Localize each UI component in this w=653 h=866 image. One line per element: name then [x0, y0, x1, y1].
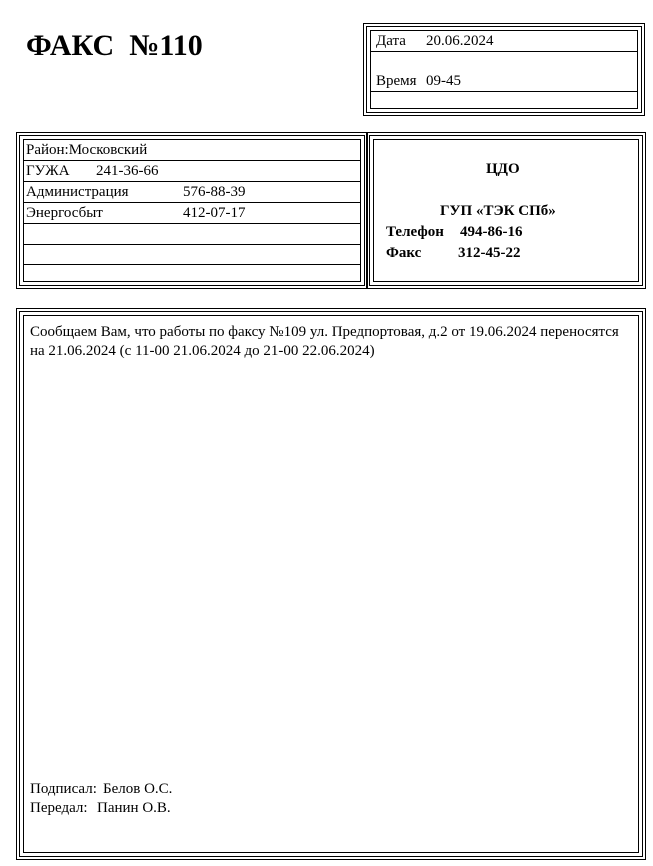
district-box [16, 132, 368, 289]
contact-row [24, 203, 360, 224]
signed-name: Белов О.С. [103, 781, 173, 797]
district-inner [23, 139, 361, 282]
contact-row [24, 161, 360, 182]
sent-name: Панин О.В. [97, 800, 171, 816]
department-name: ЦДО [486, 161, 520, 177]
date-value: 20.06.2024 [426, 33, 494, 49]
date-row [371, 31, 637, 52]
contact-phone: 241-36-66 [96, 163, 159, 179]
empty-row [24, 245, 360, 265]
time-row [371, 52, 637, 92]
time-value: 09-45 [426, 73, 461, 89]
fax-title: ФАКС №110 [26, 29, 203, 62]
contact-name: ГУЖА [26, 163, 70, 179]
district-name: Район:Московский [26, 142, 148, 158]
phone-label: Телефон [386, 224, 444, 240]
sent-label: Передал: [30, 800, 88, 816]
empty-row [24, 224, 360, 245]
date-time-box [363, 23, 645, 116]
message-body: Сообщаем Вам, что работы по факсу №109 ул. Предпортовая, д.2 от 19.06.2024 переносятся на 21.06.2024 (с 11-00 21.06.2024 до 21-00 22.06.2024) [30, 324, 619, 359]
organization-name: ГУП «ТЭК СПб» [440, 203, 556, 219]
contact-phone: 576-88-39 [183, 184, 246, 200]
phone-value: 494-86-16 [460, 224, 523, 240]
message-box [16, 308, 646, 860]
message-inner [23, 315, 639, 853]
district-row [24, 140, 360, 161]
organization-inner [373, 139, 639, 282]
fax-label: Факс [386, 245, 422, 261]
time-label: Время [376, 73, 417, 89]
fax-value: 312-45-22 [458, 245, 521, 261]
signed-label: Подписал: [30, 781, 97, 797]
contact-row [24, 182, 360, 203]
date-time-inner [370, 30, 638, 109]
organization-box [366, 132, 646, 289]
contact-phone: 412-07-17 [183, 205, 246, 221]
date-label: Дата [376, 33, 406, 49]
contact-name: Энергосбыт [26, 205, 103, 221]
contact-name: Администрация [26, 184, 129, 200]
